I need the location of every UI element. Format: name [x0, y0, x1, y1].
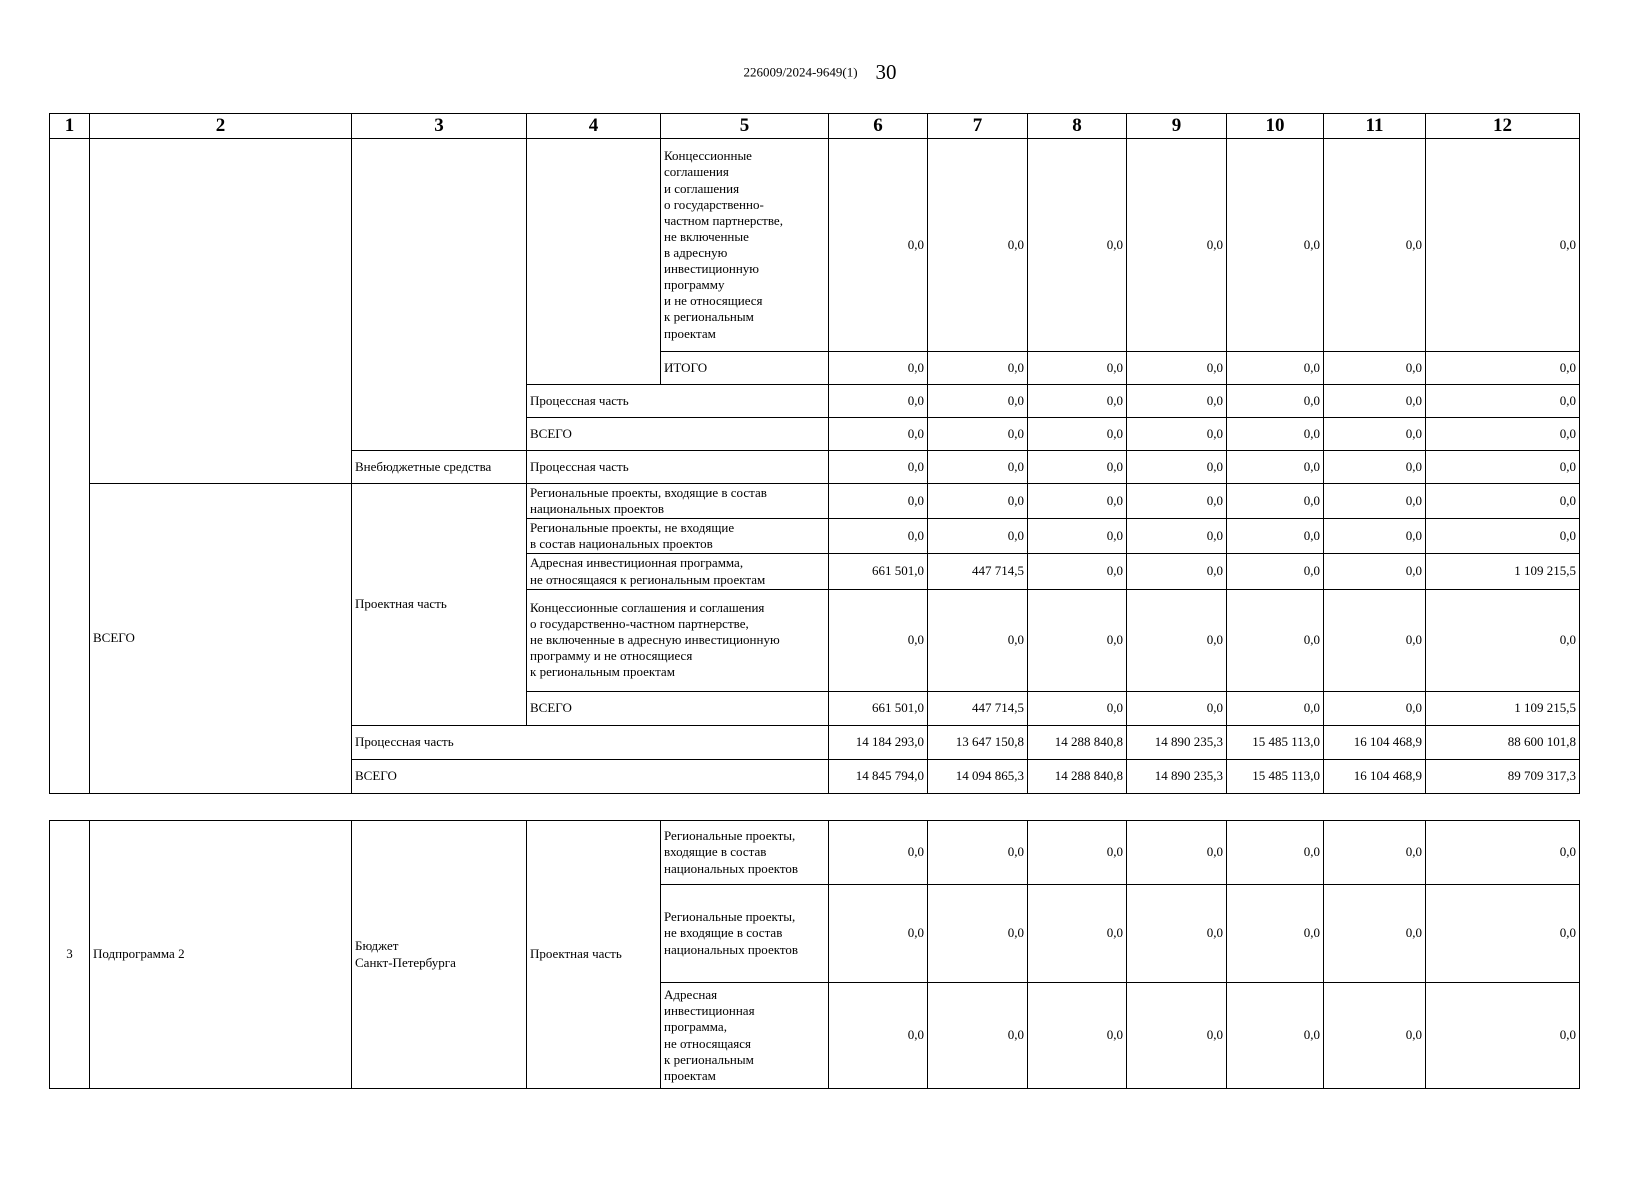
row-label-aip: Адресная инвестиционная программа, не относящаяся к региональным проектам [661, 983, 829, 1089]
value-cell: 661 501,0 [829, 554, 928, 589]
value-cell: 0,0 [1227, 691, 1324, 725]
value-cell: 0,0 [1127, 139, 1227, 352]
value-cell: 0,0 [1227, 821, 1324, 885]
value-cell: 0,0 [1324, 885, 1426, 983]
value-cell: 0,0 [1324, 418, 1426, 451]
value-cell: 0,0 [829, 385, 928, 418]
source-cell [352, 139, 527, 451]
value-cell: 0,0 [1426, 451, 1580, 484]
value-cell: 0,0 [1426, 352, 1580, 385]
value-cell: 661 501,0 [829, 691, 928, 725]
project-part-label: Проектная часть [527, 821, 661, 1089]
value-cell: 0,0 [829, 885, 928, 983]
value-cell: 0,0 [1127, 691, 1227, 725]
value-cell: 0,0 [1426, 519, 1580, 554]
value-cell: 1 109 215,5 [1426, 554, 1580, 589]
value-cell: 0,0 [1028, 554, 1127, 589]
table-row [50, 821, 1580, 885]
value-cell: 0,0 [1127, 451, 1227, 484]
value-cell: 0,0 [928, 451, 1028, 484]
value-cell: 0,0 [1324, 451, 1426, 484]
column-header: 5 [661, 114, 829, 139]
value-cell: 0,0 [1028, 418, 1127, 451]
column-header: 8 [1028, 114, 1127, 139]
value-cell: 0,0 [1127, 352, 1227, 385]
value-cell: 88 600 101,8 [1426, 725, 1580, 759]
value-cell: 0,0 [829, 484, 928, 519]
value-cell: 0,0 [829, 821, 928, 885]
column-header-row [50, 114, 1580, 139]
value-cell: 0,0 [829, 451, 928, 484]
value-cell: 0,0 [1028, 885, 1127, 983]
document-number: 226009/2024-9649(1) [743, 64, 858, 80]
value-cell: 0,0 [928, 352, 1028, 385]
value-cell: 0,0 [1324, 385, 1426, 418]
value-cell: 0,0 [1127, 484, 1227, 519]
value-cell: 0,0 [928, 983, 1028, 1089]
value-cell: 14 288 840,8 [1028, 759, 1127, 793]
project-part-cell: Проектная часть [352, 484, 527, 726]
value-cell: 14 890 235,3 [1127, 725, 1227, 759]
value-cell: 0,0 [1426, 484, 1580, 519]
value-cell: 0,0 [1227, 983, 1324, 1089]
program-name-cell [90, 139, 352, 484]
value-cell: 0,0 [1324, 821, 1426, 885]
table-row [50, 484, 1580, 519]
column-header: 1 [50, 114, 90, 139]
offbudget-source-cell: Внебюджетные средства [352, 451, 527, 484]
value-cell: 0,0 [1028, 821, 1127, 885]
value-cell: 0,0 [928, 519, 1028, 554]
column-header: 10 [1227, 114, 1324, 139]
value-cell: 0,0 [1426, 885, 1580, 983]
value-cell: 0,0 [1127, 589, 1227, 691]
value-cell: 0,0 [928, 385, 1028, 418]
value-cell: 0,0 [1227, 484, 1324, 519]
value-cell: 0,0 [1227, 385, 1324, 418]
value-cell: 0,0 [1324, 554, 1426, 589]
table-row [50, 139, 1580, 352]
value-cell: 0,0 [1127, 885, 1227, 983]
row-label-reg-out: Региональные проекты, не входящие в состав национальных проектов [661, 885, 829, 983]
value-cell: 0,0 [1127, 983, 1227, 1089]
value-cell: 0,0 [1426, 589, 1580, 691]
row-number-cell [50, 139, 90, 794]
page-number: 30 [875, 60, 897, 84]
row-label-process: Процессная часть [352, 725, 829, 759]
column-header: 7 [928, 114, 1028, 139]
total-name-cell: ВСЕГО [90, 484, 352, 794]
value-cell: 0,0 [1028, 385, 1127, 418]
value-cell: 0,0 [1127, 385, 1227, 418]
value-cell: 0,0 [1127, 821, 1227, 885]
row-label-vsego: ВСЕГО [527, 418, 829, 451]
value-cell: 0,0 [829, 352, 928, 385]
value-cell: 0,0 [1227, 589, 1324, 691]
column-header: 9 [1127, 114, 1227, 139]
value-cell: 15 485 113,0 [1227, 759, 1324, 793]
row-label-aip: Адресная инвестиционная программа, не относящаяся к региональным проектам [527, 554, 829, 589]
value-cell: 0,0 [928, 885, 1028, 983]
value-cell: 0,0 [1227, 451, 1324, 484]
column-header: 4 [527, 114, 661, 139]
value-cell: 0,0 [1426, 983, 1580, 1089]
value-cell: 0,0 [1426, 139, 1580, 352]
value-cell: 0,0 [1227, 139, 1324, 352]
row-label-itogo: ИТОГО [661, 352, 829, 385]
value-cell: 0,0 [829, 418, 928, 451]
value-cell: 0,0 [1324, 589, 1426, 691]
value-cell: 1 109 215,5 [1426, 691, 1580, 725]
budget-source: Бюджет Санкт-Петербурга [352, 821, 527, 1089]
value-cell: 14 094 865,3 [928, 759, 1028, 793]
value-cell: 0,0 [1324, 983, 1426, 1089]
value-cell: 0,0 [829, 589, 928, 691]
row-label-reg-out: Региональные проекты, не входящие в состав национальных проектов [527, 519, 829, 554]
value-cell: 0,0 [1028, 589, 1127, 691]
value-cell: 0,0 [829, 139, 928, 352]
value-cell: 0,0 [1227, 418, 1324, 451]
value-cell: 0,0 [928, 589, 1028, 691]
row-label-grand-total: ВСЕГО [352, 759, 829, 793]
value-cell: 0,0 [928, 484, 1028, 519]
value-cell: 0,0 [1127, 519, 1227, 554]
value-cell: 0,0 [1324, 519, 1426, 554]
value-cell: 447 714,5 [928, 554, 1028, 589]
subprogram-name: Подпрограмма 2 [90, 821, 352, 1089]
value-cell: 0,0 [1227, 519, 1324, 554]
value-cell: 14 845 794,0 [829, 759, 928, 793]
value-cell: 14 890 235,3 [1127, 759, 1227, 793]
row-number: 3 [50, 821, 90, 1089]
row-label-concession: Концессионные соглашения и соглашения о государственно-частном партнерстве, не включенные в адресную инвестиционную программу и не относящиеся к региональным проектам [527, 589, 829, 691]
value-cell: 15 485 113,0 [1227, 725, 1324, 759]
value-cell: 16 104 468,9 [1324, 725, 1426, 759]
row-label-project-vsego: ВСЕГО [527, 691, 829, 725]
column-header: 11 [1324, 114, 1426, 139]
column-header: 2 [90, 114, 352, 139]
part-cell [527, 139, 661, 385]
row-label-reg-in: Региональные проекты, входящие в состав национальных проектов [527, 484, 829, 519]
column-header: 3 [352, 114, 527, 139]
value-cell: 0,0 [1324, 691, 1426, 725]
column-header: 12 [1426, 114, 1580, 139]
value-cell: 14 184 293,0 [829, 725, 928, 759]
row-label-concession: Концессионные соглашения и соглашения о государственно- частном партнерстве, не включенные в адресную инвестиционную программу и не относящиеся к региональным проектам [661, 139, 829, 352]
value-cell: 0,0 [1028, 352, 1127, 385]
value-cell: 0,0 [1227, 352, 1324, 385]
value-cell: 0,0 [1324, 139, 1426, 352]
value-cell: 0,0 [1426, 385, 1580, 418]
value-cell: 0,0 [829, 519, 928, 554]
row-label-process: Процессная часть [527, 451, 829, 484]
funding-table [49, 113, 1580, 794]
value-cell: 0,0 [1028, 484, 1127, 519]
value-cell: 0,0 [1028, 983, 1127, 1089]
value-cell: 0,0 [1028, 451, 1127, 484]
row-label-reg-in: Региональные проекты, входящие в состав национальных проектов [661, 821, 829, 885]
value-cell: 0,0 [1324, 352, 1426, 385]
value-cell: 0,0 [1028, 519, 1127, 554]
value-cell: 0,0 [928, 139, 1028, 352]
value-cell: 13 647 150,8 [928, 725, 1028, 759]
value-cell: 0,0 [1324, 484, 1426, 519]
value-cell: 14 288 840,8 [1028, 725, 1127, 759]
value-cell: 447 714,5 [928, 691, 1028, 725]
page-header [0, 60, 1640, 85]
value-cell: 0,0 [928, 821, 1028, 885]
value-cell: 0,0 [829, 983, 928, 1089]
column-header: 6 [829, 114, 928, 139]
value-cell: 0,0 [1028, 139, 1127, 352]
value-cell: 16 104 468,9 [1324, 759, 1426, 793]
value-cell: 0,0 [1426, 821, 1580, 885]
value-cell: 0,0 [1127, 554, 1227, 589]
value-cell: 0,0 [928, 418, 1028, 451]
value-cell: 0,0 [1028, 691, 1127, 725]
row-label-process: Процессная часть [527, 385, 829, 418]
value-cell: 0,0 [1227, 554, 1324, 589]
value-cell: 0,0 [1127, 418, 1227, 451]
value-cell: 0,0 [1227, 885, 1324, 983]
subprogram-2-table [49, 820, 1580, 1089]
value-cell: 0,0 [1426, 418, 1580, 451]
value-cell: 89 709 317,3 [1426, 759, 1580, 793]
